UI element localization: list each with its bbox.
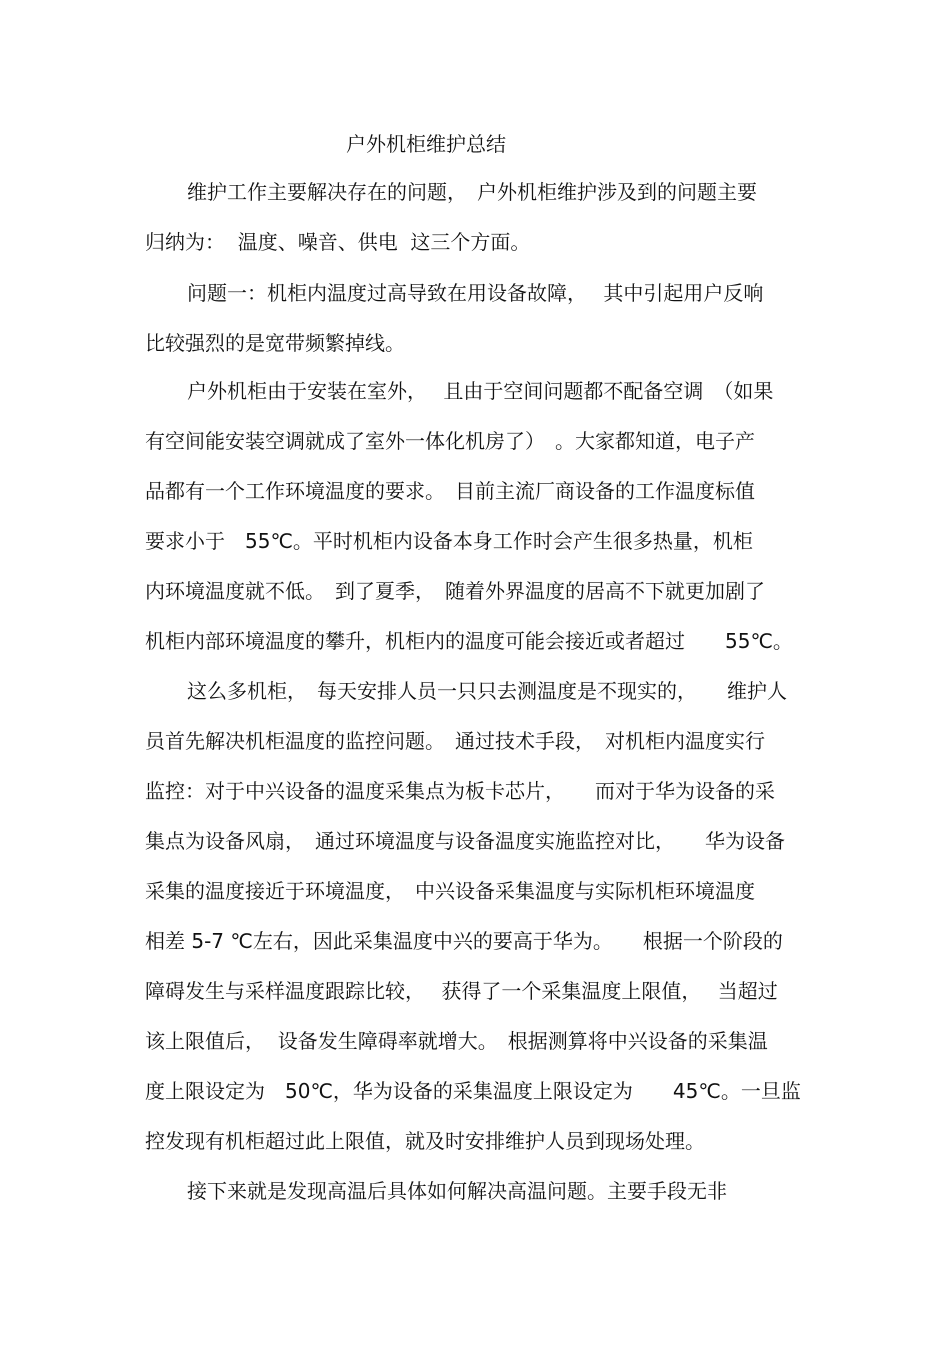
paragraph-line: 这么多机柜， 每天安排人员一只只去测温度是不现实的， 维护人	[187, 679, 787, 703]
paragraph-line: 维护工作主要解决存在的问题， 户外机柜维护涉及到的问题主要	[187, 180, 757, 204]
paragraph-line: 接下来就是发现高温后具体如何解决高温问题。主要手段无非	[187, 1179, 727, 1203]
paragraph-line: 机柜内部环境温度的攀升，机柜内的温度可能会接近或者超过 55℃。	[145, 629, 793, 653]
paragraph-line: 员首先解决机柜温度的监控问题。 通过技术手段， 对机柜内温度实行	[145, 729, 765, 753]
paragraph-line: 相差 5-7 ℃左右，因此采集温度中兴的要高于华为。 根据一个阶段的	[145, 929, 783, 953]
paragraph-line: 集点为设备风扇， 通过环境温度与设备温度实施监控对比， 华为设备	[145, 829, 785, 853]
paragraph-line: 要求小于 55℃。平时机柜内设备本身工作时会产生很多热量，机柜	[145, 529, 753, 553]
paragraph-line: 该上限值后， 设备发生障碍率就增大。 根据测算将中兴设备的采集温	[145, 1029, 768, 1053]
document-title: 户外机柜维护总结	[346, 132, 506, 156]
paragraph-line: 采集的温度接近于环境温度， 中兴设备采集温度与实际机柜环境温度	[145, 879, 755, 903]
paragraph-line: 度上限设定为 50℃，华为设备的采集温度上限设定为 45℃。一旦监	[145, 1079, 801, 1103]
paragraph-line: 控发现有机柜超过此上限值，就及时安排维护人员到现场处理。	[145, 1129, 705, 1153]
paragraph-line: 归纳为： 温度、噪音、供电 这三个方面。	[145, 230, 531, 254]
paragraph-line: 障碍发生与采样温度跟踪比较， 获得了一个采集温度上限值， 当超过	[145, 979, 778, 1003]
paragraph-line: 有空间能安装空调就成了室外一体化机房了） 。大家都知道，电子产	[145, 429, 755, 453]
paragraph-line: 比较强烈的是宽带频繁掉线。	[145, 331, 405, 355]
paragraph-line: 监控：对于中兴设备的温度采集点为板卡芯片， 而对于华为设备的采	[145, 779, 775, 803]
paragraph-line: 品都有一个工作环境温度的要求。 目前主流厂商设备的工作温度标值	[145, 479, 755, 503]
paragraph-line: 户外机柜由于安装在室外， 且由于空间问题都不配备空调 （如果	[187, 379, 774, 403]
paragraph-line: 内环境温度就不低。 到了夏季， 随着外界温度的居高不下就更加剧了	[145, 579, 765, 603]
paragraph-line: 问题一：机柜内温度过高导致在用设备故障， 其中引起用户反响	[187, 281, 764, 305]
